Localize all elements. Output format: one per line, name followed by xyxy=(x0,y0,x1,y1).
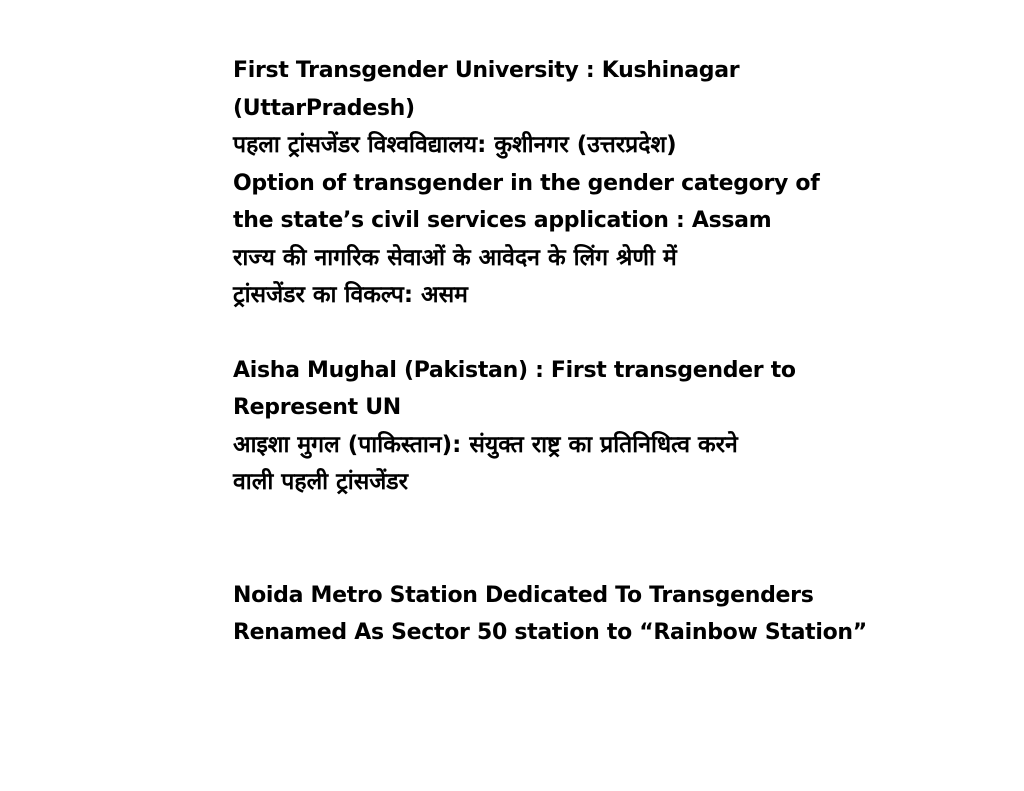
slide-content xyxy=(233,52,953,652)
fact-hindi-line: राज्य की नागरिक सेवाओं के आवेदन के लिंग श्रेणी में xyxy=(233,244,677,271)
spacer xyxy=(233,315,953,352)
fact-english-line: the state’s civil services application : Assam xyxy=(233,208,772,233)
fact-transgender-university xyxy=(233,52,953,165)
fact-english-line: Aisha Mughal (Pakistan) : First transgender to xyxy=(233,357,796,383)
fact-english-line: Noida Metro Station Dedicated To Transgenders xyxy=(233,582,814,608)
fact-aisha-mughal xyxy=(233,352,953,502)
fact-hindi-line: वाली पहली ट्रांसजेंडर xyxy=(233,469,409,495)
fact-hindi-line: ट्रांसजेंडर का विकल्प: असम xyxy=(233,282,468,308)
fact-english-line: Renamed As Sector 50 station to “Rainbow Station” xyxy=(233,620,867,645)
fact-assam-civil-services xyxy=(233,165,953,315)
fact-english-line: First Transgender University : Kushinagar xyxy=(233,58,740,83)
fact-rainbow-station xyxy=(233,577,953,652)
fact-hindi-line: पहला ट्रांसजेंडर विश्वविद्यालय: कुशीनगर (उत्तरप्रदेश) xyxy=(233,132,677,158)
spacer xyxy=(233,502,953,577)
fact-english-line: (UttarPradesh) xyxy=(233,95,415,121)
fact-english-line: Option of transgender in the gender category of xyxy=(233,170,820,196)
fact-hindi-line: आइशा मुगल (पाकिस्तान): संयुक्त राष्ट्र का प्रतिनिधित्व करने xyxy=(233,431,738,458)
fact-english-line: Represent UN xyxy=(233,395,401,420)
